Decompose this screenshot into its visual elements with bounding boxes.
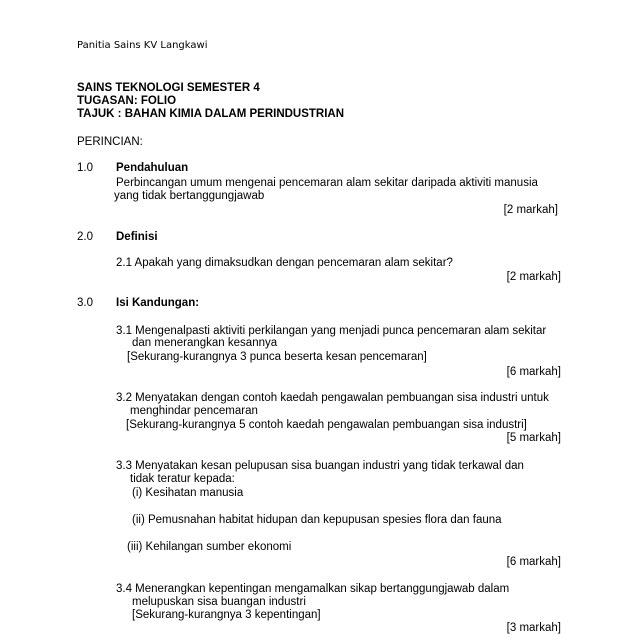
section-3-number: 3.0: [77, 297, 93, 309]
title-line-2: TUGASAN: FOLIO: [77, 95, 177, 107]
title-line-1: SAINS TEKNOLOGI SEMESTER 4: [77, 82, 260, 94]
section-2-question: 2.1 Apakah yang dimaksudkan dengan pencemaran alam sekitar?: [116, 257, 453, 269]
item-3-2-marks: [5 markah]: [506, 432, 561, 444]
section-1-line-2: yang tidak bertanggungjawab: [114, 190, 265, 202]
page-header: Panitia Sains KV Langkawi: [77, 40, 208, 51]
item-3-1-marks: [6 markah]: [506, 366, 561, 378]
item-3-4-marks: [3 markah]: [506, 622, 561, 634]
title-line-3: TAJUK : BAHAN KIMIA DALAM PERINDUSTRIAN: [77, 108, 345, 120]
item-3-3-line-1: 3.3 Menyatakan kesan pelupusan sisa buangan industri yang tidak terkawal dan: [116, 460, 524, 472]
item-3-4-line-2: melupuskan sisa buangan industri: [132, 596, 306, 608]
item-3-3-marks: [6 markah]: [506, 556, 561, 568]
item-3-2-line-1: 3.2 Menyatakan dengan contoh kaedah pengawalan pembuangan sisa industri untuk: [116, 392, 549, 404]
item-3-1-note: [Sekurang-kurangnya 3 punca beserta kesan pencemaran]: [127, 351, 427, 363]
section-2-heading: Definisi: [116, 231, 158, 243]
section-2-marks: [2 markah]: [506, 271, 561, 283]
item-3-3-sub-2: (ii) Pemusnahan habitat hidupan dan kepupusan spesies flora dan fauna: [132, 514, 502, 526]
item-3-2-line-2: menghindar pencemaran: [130, 405, 258, 417]
section-1-marks: [2 markah]: [503, 204, 558, 216]
perincian-label: PERINCIAN:: [77, 136, 143, 148]
item-3-1-line-2: dan menerangkan kesannya: [132, 337, 278, 349]
section-1-heading: Pendahuluan: [116, 162, 189, 174]
section-1-number: 1.0: [77, 162, 93, 174]
section-1-line-1: Perbincangan umum mengenai pencemaran alam sekitar daripada aktiviti manusia: [116, 177, 538, 189]
item-3-3-line-2: tidak teratur kepada:: [130, 473, 235, 485]
item-3-3-sub-3: (iii) Kehilangan sumber ekonomi: [127, 541, 292, 553]
item-3-4-line-1: 3.4 Menerangkan kepentingan mengamalkan sikap bertanggungjawab dalam: [116, 583, 510, 595]
item-3-1-line-1: 3.1 Mengenalpasti aktiviti perkilangan yang menjadi punca pencemaran alam sekitar: [116, 325, 547, 337]
item-3-2-note: [Sekurang-kurangnya 5 contoh kaedah pengawalan pembuangan sisa industri]: [126, 419, 527, 431]
item-3-3-sub-1: (i) Kesihatan manusia: [132, 487, 244, 499]
section-3-heading: Isi Kandungan:: [116, 297, 200, 309]
section-2-number: 2.0: [77, 231, 93, 243]
item-3-4-note: [Sekurang-kurangnya 3 kepentingan]: [132, 609, 321, 621]
